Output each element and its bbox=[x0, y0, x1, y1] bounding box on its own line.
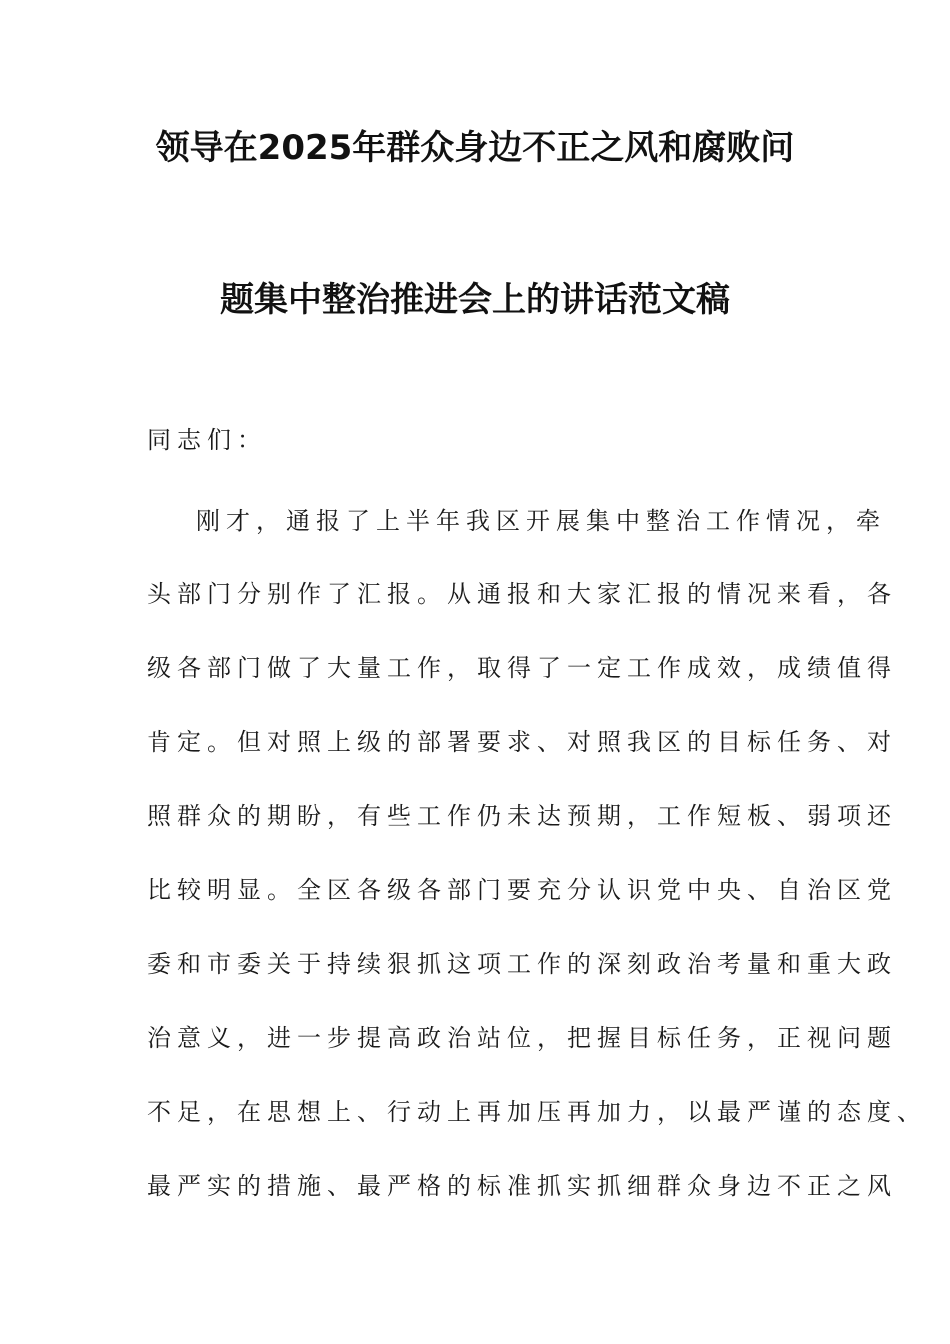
document-title-line-2: 题集中整治推进会上的讲话范文稿 bbox=[220, 280, 730, 320]
paragraph-line: 最严实的措施、最严格的标准抓实抓细群众身边不正之风 bbox=[147, 1172, 897, 1200]
paragraph-line: 头部门分别作了汇报。从通报和大家汇报的情况来看，各 bbox=[147, 580, 897, 608]
paragraph-line: 治意义，进一步提高政治站位，把握目标任务，正视问题 bbox=[147, 1024, 897, 1052]
paragraph-line: 比较明显。全区各级各部门要充分认识党中央、自治区党 bbox=[147, 876, 897, 904]
paragraph-line: 委和市委关于持续狠抓这项工作的深刻政治考量和重大政 bbox=[147, 950, 897, 978]
paragraph-line: 不足，在思想上、行动上再加压再加力，以最严谨的态度、 bbox=[147, 1098, 927, 1126]
salutation: 同志们： bbox=[147, 426, 267, 454]
paragraph-line: 肯定。但对照上级的部署要求、对照我区的目标任务、对 bbox=[147, 728, 897, 756]
paragraph-line: 级各部门做了大量工作，取得了一定工作成效，成绩值得 bbox=[147, 654, 897, 682]
paragraph-line: 照群众的期盼，有些工作仍未达预期，工作短板、弱项还 bbox=[147, 802, 897, 830]
document-title-line-1: 领导在2025年群众身边不正之风和腐败问 bbox=[155, 128, 795, 168]
paragraph-line: 刚才，通报了上半年我区开展集中整治工作情况，牵 bbox=[196, 507, 886, 535]
